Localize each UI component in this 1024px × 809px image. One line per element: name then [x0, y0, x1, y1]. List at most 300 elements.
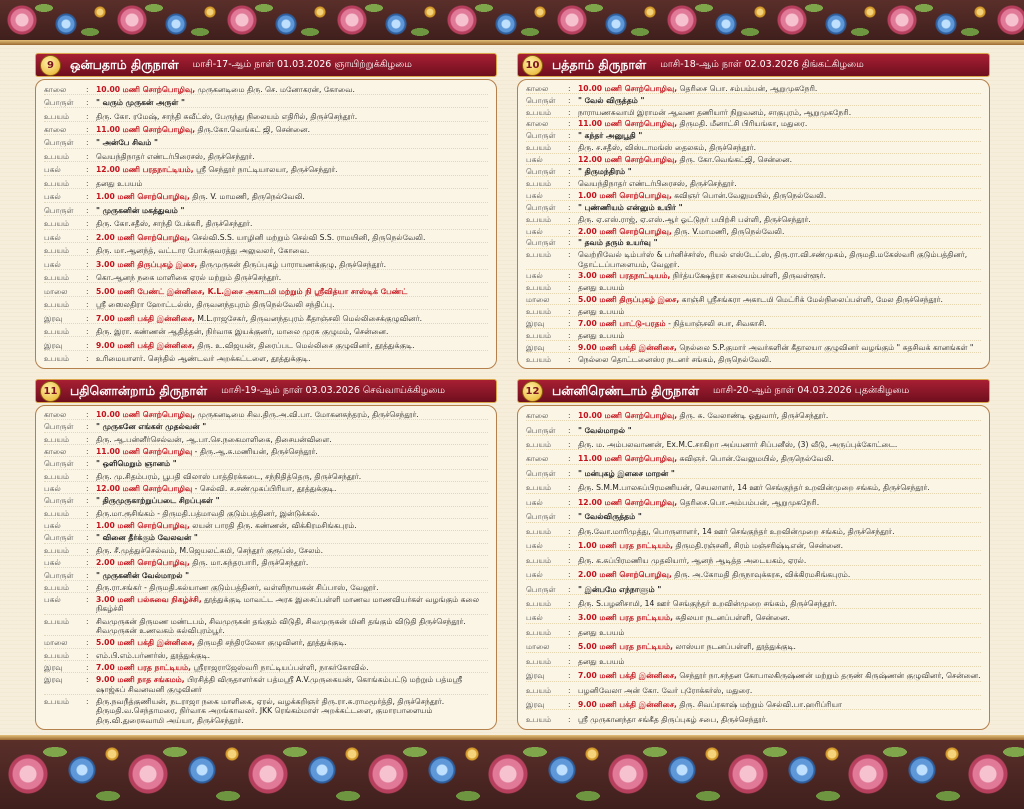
label-separator: : [568, 411, 571, 421]
label-separator: : [86, 232, 89, 242]
session-label: இரவு [526, 700, 545, 710]
session-time-event: 3.00 மணி பல்சுவை நிகழ்ச்சி, [96, 595, 202, 605]
label-separator: : [86, 459, 89, 469]
session-details [578, 203, 981, 212]
session-details [96, 327, 488, 336]
schedule-row [44, 273, 488, 283]
schedule-row [44, 459, 488, 469]
session-label: பகல் [526, 271, 543, 281]
label-separator: : [568, 143, 571, 153]
session-details [96, 472, 488, 481]
session-label: பொருள் [526, 425, 556, 435]
session-description: திருமதி சந்திரலேகா குழுவினர், தூத்துக்குடி. [194, 638, 347, 648]
label-separator: : [86, 675, 89, 685]
schedule-row [526, 426, 981, 436]
session-time-event: 9.00 மணி பக்தி இன்னிசை, [96, 340, 195, 350]
session-details [578, 250, 981, 269]
label-separator: : [568, 425, 571, 435]
session-label: உபயம் [44, 650, 70, 660]
day-title: பதினொன்றாம் திருநாள் [70, 382, 208, 398]
session-description: திரு. மு.சிதம்பரம், பூபதி விலாஸ் பாத்திரக்கடை, சந்நிதித்தெரு, திருச்செந்தூர். [96, 471, 362, 481]
session-label: பகல் [44, 558, 61, 568]
label-separator: : [568, 483, 571, 493]
session-description: - செல்வி. ச.சண்முகப்பிரியா, தூத்துக்குடி. [192, 484, 337, 494]
session-label: உபயம் [526, 555, 552, 565]
label-separator: : [86, 447, 89, 457]
session-label: பகல் [526, 497, 543, 507]
session-label: உபயம் [44, 434, 70, 444]
label-separator: : [568, 598, 571, 608]
schedule-row [44, 85, 488, 95]
session-details [578, 238, 981, 247]
session-label: பகல் [526, 155, 543, 165]
session-description: பிரசித்தி விருதாளர்கள் பத்மஸ்ரீ A.V.முருகையன், கொங்கம்பட்டு மற்றும் பத்மஸ்ரீ ஷாஜ்சுப் சிவனவனி குழுவினர் [96, 675, 463, 694]
schedule-row [526, 227, 981, 237]
session-details [96, 595, 488, 614]
session-time-event: 11.00 மணி சொற்பொழிவு, [96, 125, 196, 135]
schedule-row [526, 108, 981, 118]
session-time-event: 1.00 மணி சொற்பொழிவு, [578, 190, 672, 200]
schedule-row [44, 314, 488, 324]
session-details [578, 686, 981, 695]
session-label: காலை [526, 83, 549, 93]
label-separator: : [568, 454, 571, 464]
session-description: தனது உபயம் [578, 656, 625, 666]
session-details [96, 484, 488, 493]
session-details [96, 675, 488, 694]
schedule-row [526, 657, 981, 667]
session-time-event: 12.00 மணி சொற்பொழிவு [96, 484, 193, 494]
session-details [96, 583, 488, 592]
schedule-row [526, 131, 981, 141]
session-description: சிவமுருகன் திருமண மண்டபம், சிவமுருகன் தங்கும் விடுதி, சிவமுருகன் மினி தங்கும் விடுதி திருச்செந்தூர். சிவமுருகன் உணவகம் கல்விபுரம்பூர். [96, 616, 466, 636]
session-label: மாலை [44, 286, 68, 296]
label-separator: : [568, 656, 571, 666]
session-time-event: 1.00 மணி சொற்பொழிவு, [96, 192, 190, 202]
session-label: பொருள் [526, 167, 556, 177]
schedule-row [526, 440, 981, 450]
session-time-event: 1.00 மணி பரத நாட்டியம், [578, 541, 674, 551]
session-label: பகல் [44, 232, 61, 242]
label-separator: : [568, 512, 571, 522]
session-details [96, 85, 488, 94]
schedule-row [526, 167, 981, 177]
session-description: திரு.வோ.மாரிமுத்து, பொருளாளர், 14 ஊர் செங்குந்தர் உறவின்முறை சங்கம், திருச்செந்தூர். [578, 526, 895, 536]
session-description: திரு. கோ. ரமேஷ், சாந்தி சுவீட்ஸ், பேருந்து நிலையம் எதிரில், திருச்செந்தூர். [96, 111, 358, 121]
schedule-row [44, 246, 488, 256]
session-label: பொருள் [44, 98, 74, 108]
session-label: மாலை [44, 638, 68, 648]
label-separator: : [86, 410, 89, 420]
session-details [96, 112, 488, 121]
session-details [578, 319, 981, 328]
session-details [578, 108, 981, 117]
session-details [96, 314, 488, 323]
session-details [578, 215, 981, 224]
session-description: தனது உபயம் [578, 627, 625, 637]
schedule-row [526, 469, 981, 479]
schedule-row [526, 238, 981, 248]
label-separator: : [568, 295, 571, 305]
session-time-event: 11.00 மணி சொற்பொழிவு [96, 447, 193, 457]
day-title: ஒன்பதாம் திருநாள் [70, 56, 179, 72]
session-label: உபயம் [44, 151, 70, 161]
session-time-event: 12.00 மணி சொற்பொழிவு, [578, 155, 678, 165]
session-details [96, 165, 488, 174]
label-separator: : [568, 83, 571, 93]
session-details [96, 206, 488, 215]
session-label: பொருள் [44, 205, 74, 215]
session-topic: " முருகனே எங்கள் முதல்வன் " [96, 422, 207, 432]
schedule-row [526, 527, 981, 537]
schedule-row [44, 125, 488, 135]
session-details [578, 307, 981, 316]
schedule-row [44, 521, 488, 531]
day-title: பத்தாம் திருநாள் [552, 56, 647, 72]
session-label: பகல் [44, 259, 61, 269]
session-label: இரவு [44, 663, 63, 673]
label-separator: : [86, 178, 89, 188]
schedule-row [44, 435, 488, 445]
session-label: இரவு [526, 342, 545, 352]
label-separator: : [86, 84, 89, 94]
session-label: பகல் [44, 595, 61, 605]
schedule-row [44, 663, 488, 673]
label-separator: : [86, 638, 89, 648]
session-label: பகல் [526, 613, 543, 623]
session-label: பொருள் [526, 131, 556, 141]
session-topic: " வினை தீர்க்கும் வேலவன் " [96, 533, 198, 543]
session-details [578, 283, 981, 292]
schedule-row [526, 319, 981, 329]
label-separator: : [568, 613, 571, 623]
session-topic: " முருகனின் வேல்மாறல் " [96, 570, 190, 580]
schedule-row [44, 233, 488, 243]
session-time-event: 10.00 மணி சொற்பொழிவு, [578, 411, 678, 421]
session-description: ஸ்ரீ முருகானந்தா சங்கீத திருப்புகழ் சபை, திருச்செந்தூர். [578, 714, 768, 724]
schedule-row [526, 119, 981, 129]
session-details [578, 295, 981, 304]
label-separator: : [86, 259, 89, 269]
session-details [578, 700, 981, 709]
session-details [578, 628, 981, 637]
session-description: திரு. சீ.முத்துச்செல்வம், M.ஜெயலட்சுமி, செந்தூர் குரூப்ஸ், சேலம். [96, 545, 324, 555]
schedule-row [526, 295, 981, 305]
session-details [578, 570, 981, 579]
schedule-row [526, 203, 981, 213]
session-description: லயன் பாரதி திரு. கண்ணன், விக்கிரமசிங்கபுரம். [189, 521, 357, 531]
session-details [578, 715, 981, 724]
session-topic: " தவம் தரும் உயர்வு " [578, 238, 658, 248]
schedule-row [526, 585, 981, 595]
session-label: உபயம் [44, 327, 70, 337]
schedule-row [44, 583, 488, 593]
schedule-row [44, 98, 488, 108]
session-description: - நித்யாஞ்சலி சபா, சிவகாசி. [665, 318, 767, 328]
session-description: திரு. V.மாமணி, திருநெல்வேலி. [671, 226, 785, 236]
session-details [578, 527, 981, 536]
schedule-row [44, 496, 488, 506]
schedule-row [44, 300, 488, 310]
session-details [578, 167, 981, 176]
label-separator: : [86, 570, 89, 580]
session-description: ஸ்ரீ செந்தூர் நாட்டியாலயா, திருச்செந்தூர். [193, 165, 338, 175]
session-topic: " புண்ணியம் என்னும் உயிர் " [578, 202, 683, 212]
session-description: செல்வி.S.S. யாழினி மற்றும் செல்வி S.S. ராமயினி, திருநெல்வேலி. [189, 232, 426, 242]
label-separator: : [568, 167, 571, 177]
session-description: கொ.ஆனந் நகை மாளிகை ஏரல் மற்றும் திருச்செந்தூர். [96, 273, 282, 283]
session-details [578, 541, 981, 550]
session-description: நெல்லை தொட்டனைஸ்ர நடனர் சங்கம், திருநெல்வேலி. [578, 354, 772, 364]
day-date: மாசி-19-ஆம் நாள் 03.03.2026 செவ்வாய்க்கிழமை [221, 385, 445, 396]
label-separator: : [568, 155, 571, 165]
schedule-row [526, 642, 981, 652]
session-details [96, 496, 488, 505]
session-details [578, 143, 981, 152]
label-separator: : [86, 205, 89, 215]
session-label: பொருள் [526, 202, 556, 212]
session-description: சுதிலயா நடனப்பள்ளி, சென்னை. [673, 613, 790, 623]
session-time-event: 10.00 மணி சொற்பொழிவு, [96, 410, 196, 420]
session-description: திரு. கோ.சதீஸ், சாந்தி பேக்கரி, திருச்செந்தூர். [96, 219, 253, 229]
session-description: ஸ்ரீராஜராஜேஸ்வரி நாட்டியப்பள்ளி, நாகர்கோவில். [191, 663, 369, 673]
session-description: தனது உபயம் [578, 283, 625, 293]
label-separator: : [86, 508, 89, 518]
schedule-row [526, 556, 981, 566]
session-description: நிர்த்யக்ஷேத்ரா கலையம்பள்ளி, திருவள்ளூர். [670, 271, 826, 281]
session-topic: " திருமந்திரம் " [578, 167, 632, 177]
session-details [96, 558, 488, 567]
session-label: உபயம் [44, 273, 70, 283]
session-description: திரு. S.பழனிசாமி, 14 ஊர் செங்குந்தர் உறவின்முறை சங்கம், திருச்செந்தூர். [578, 598, 838, 608]
session-description: திரு.கோ.வெங்கட் ஜி, சென்னை. [195, 125, 310, 135]
session-details [578, 469, 981, 478]
session-time-event: 3.00 மணி பரத நாட்டியம், [578, 613, 674, 623]
schedule-row [44, 595, 488, 615]
session-time-event: 5.00 மணி திருப்புகழ் இசை, [578, 295, 680, 305]
schedule-row [44, 165, 488, 175]
schedule-row [526, 613, 981, 623]
label-separator: : [86, 246, 89, 256]
schedule-row [44, 112, 488, 122]
session-label: பகல் [526, 541, 543, 551]
session-label: உபயம் [526, 598, 552, 608]
session-details [578, 131, 981, 140]
session-label: பகல் [526, 190, 543, 200]
label-separator: : [86, 533, 89, 543]
session-time-event: 12.00 மணி பரதநாட்டியம், [96, 165, 194, 175]
schedule-row [526, 686, 981, 696]
label-separator: : [86, 138, 89, 148]
session-details [578, 613, 981, 622]
label-separator: : [86, 521, 89, 531]
schedule-row [44, 354, 488, 363]
schedule-row [526, 307, 981, 317]
session-description: காஞ்சி ஸ்ரீசங்கரா அகாடமி மெட்ரிக் மேல்நிலைப்பள்ளி, மேல திருச்செந்தூர். [679, 295, 943, 305]
schedule-row [44, 571, 488, 581]
session-label: பகல் [44, 165, 61, 175]
session-description: தெரிசை.பொ.அம்பம்பன், ஆறுமுகநேரி. [677, 497, 820, 507]
session-description: எம்.பி.எம்.பர்ணர்ஸ், தூத்துக்குடி. [96, 650, 211, 660]
session-label: உபயம் [526, 483, 552, 493]
session-label: உபயம் [44, 219, 70, 229]
session-time-event: 9.00 மணி நாத சங்கமம், [96, 675, 185, 685]
session-topic: " வேல்விருத்தம் " [578, 512, 642, 522]
label-separator: : [568, 497, 571, 507]
session-label: பகல் [44, 521, 61, 531]
session-topic: " கந்தர் அனுபூதி " [578, 131, 643, 141]
schedule-row [526, 250, 981, 270]
session-details [96, 571, 488, 580]
label-separator: : [86, 327, 89, 337]
session-label: பொருள் [44, 422, 74, 432]
label-separator: : [568, 714, 571, 724]
session-details [96, 152, 488, 161]
session-label: உபயம் [526, 656, 552, 666]
session-description: செந்தூர் நா.சந்தன கோபாலகிருஷ்ணன் மற்றும் தருண் கிருஷ்ணன் குழுவினர், சென்னை. [676, 671, 981, 681]
schedule-row [526, 355, 981, 364]
session-details [578, 411, 981, 420]
label-separator: : [568, 642, 571, 652]
session-details [578, 343, 981, 352]
session-label: உபயம் [526, 354, 552, 364]
label-separator: : [568, 307, 571, 317]
session-label: உபயம் [526, 143, 552, 153]
session-time-event: 2.00 மணி சொற்பொழிவு, [96, 232, 190, 242]
schedule-row [526, 343, 981, 353]
session-description: நெல்லை S.P.குமார் அவர்களின் கீதாலயா குழுவினர் வழங்கும் " சுதசிவக் கானங்கள் " [676, 342, 974, 352]
label-separator: : [568, 107, 571, 117]
day-number-badge: 10 [522, 55, 543, 76]
day-header [517, 379, 990, 403]
session-label: உபயம் [526, 107, 552, 117]
session-label: பகல் [526, 570, 543, 580]
session-time-event: 11.00 மணி சொற்பொழிவு, [578, 119, 678, 129]
session-label: பொருள் [44, 570, 74, 580]
schedule-list [35, 79, 497, 369]
session-label: காலை [526, 119, 549, 129]
session-time-event: 9.00 மணி பக்தி இன்னிசை, [578, 342, 677, 352]
day-date: மாசி-20-ஆம் நாள் 04.03.2026 புதன்கிழமை [713, 385, 910, 396]
schedule-row [526, 215, 981, 225]
session-description: திருமதி. மீனாட்சி பிரியங்கா, மதுரை. [677, 119, 808, 129]
session-label: உபயம் [44, 545, 70, 555]
label-separator: : [568, 190, 571, 200]
session-topic: " முருகனின் மகத்துவம் " [96, 205, 185, 215]
session-details [578, 227, 981, 236]
session-details [96, 663, 488, 672]
session-label: காலை [44, 84, 67, 94]
session-label: காலை [526, 411, 549, 421]
session-label: உபயம் [44, 111, 70, 121]
label-separator: : [568, 440, 571, 449]
session-time-event: 10.00 மணி சொற்பொழிவு, [96, 84, 196, 94]
session-label: உபயம் [526, 714, 552, 724]
session-label: உபயம் [44, 697, 70, 707]
schedule-row [526, 283, 981, 293]
label-separator: : [86, 697, 89, 707]
session-details [96, 509, 488, 518]
label-separator: : [86, 471, 89, 481]
session-details [578, 271, 981, 280]
label-separator: : [86, 340, 89, 350]
session-description: தூத்துக்குடி மாவட்ட அரசு இசைப்பள்ளி மாணவ மாணவியர்கள் வழங்கும் கலை நிகழ்ச்சி [96, 595, 480, 614]
session-topic: " மன்புகழ் இளசை மாறன் " [578, 468, 675, 478]
session-time-event: 9.00 மணி பக்தி இன்னிசை, [578, 700, 677, 710]
label-separator: : [568, 627, 571, 637]
label-separator: : [86, 125, 89, 135]
session-topic: " திருமுருகாற்றுப்படை சிறப்புகள் " [96, 496, 220, 506]
session-details [96, 179, 488, 188]
session-description: திரு. உ.விஜயன், திரைப்பட மெல்லிசை குழுவினர், தூத்துக்குடி. [194, 340, 415, 350]
session-details [96, 459, 488, 468]
label-separator: : [86, 151, 89, 161]
session-description: திரு. மா.ஆனந்த், வட்டார போக்குவரத்து அலுவலர், கோவை. [96, 246, 310, 256]
session-details [96, 300, 488, 309]
session-label: உபயம் [44, 246, 70, 256]
schedule-row [44, 327, 488, 337]
session-description: M.L.ராஜசேகர், திருவனந்தபுரம் கீதாஞ்சலி மெல்லிசைக்குழுவினர். [194, 313, 423, 323]
label-separator: : [568, 354, 571, 364]
label-separator: : [86, 313, 89, 323]
schedule-row [44, 558, 488, 568]
session-details [96, 233, 488, 242]
session-label: பொருள் [526, 584, 556, 594]
schedule-row [526, 179, 981, 189]
session-details [96, 521, 488, 530]
session-details [578, 657, 981, 666]
label-separator: : [86, 595, 89, 605]
schedule-row [44, 651, 488, 661]
session-label: பொருள் [526, 238, 556, 248]
session-label: பொருள் [44, 496, 74, 506]
schedule-row [526, 454, 981, 464]
session-description: திரு. க.சுப்பிரமணிய முதலியார், ஆனந் ஆடித்த அடையகம், ஏரல். [578, 555, 807, 565]
label-separator: : [568, 584, 571, 594]
session-details [578, 84, 981, 93]
schedule-row [526, 628, 981, 638]
label-separator: : [86, 192, 89, 202]
day-12-schedule-panel [517, 379, 990, 731]
session-label: பொருள் [526, 95, 556, 105]
session-label: இரவு [44, 313, 63, 323]
schedule-row [44, 472, 488, 482]
schedule-row [526, 570, 981, 580]
label-separator: : [86, 273, 89, 283]
session-description: வெயந்திநாதர் எண்டர்பிரைசஸ், திருச்செந்தூர். [96, 151, 255, 161]
day-number-badge: 9 [40, 55, 61, 76]
label-separator: : [86, 582, 89, 592]
schedule-row [44, 422, 488, 432]
session-description: தெரிசை பொ. சம்பம்பன், ஆறுமுகநேரி. [677, 83, 818, 93]
day-number-badge: 11 [40, 381, 61, 402]
session-description: தனது உபயம் [578, 307, 625, 317]
schedule-row [44, 219, 488, 229]
session-label: பொருள் [44, 533, 74, 543]
schedule-row [44, 484, 488, 494]
session-label: காலை [44, 447, 67, 457]
session-label: மாலை [526, 295, 550, 305]
label-separator: : [568, 131, 571, 141]
label-separator: : [568, 671, 571, 681]
schedule-row [526, 599, 981, 609]
label-separator: : [568, 541, 571, 551]
schedule-row [44, 206, 488, 216]
schedule-row [44, 697, 488, 725]
schedule-row [44, 638, 488, 648]
session-label: இரவு [44, 675, 63, 685]
session-details [578, 179, 981, 188]
